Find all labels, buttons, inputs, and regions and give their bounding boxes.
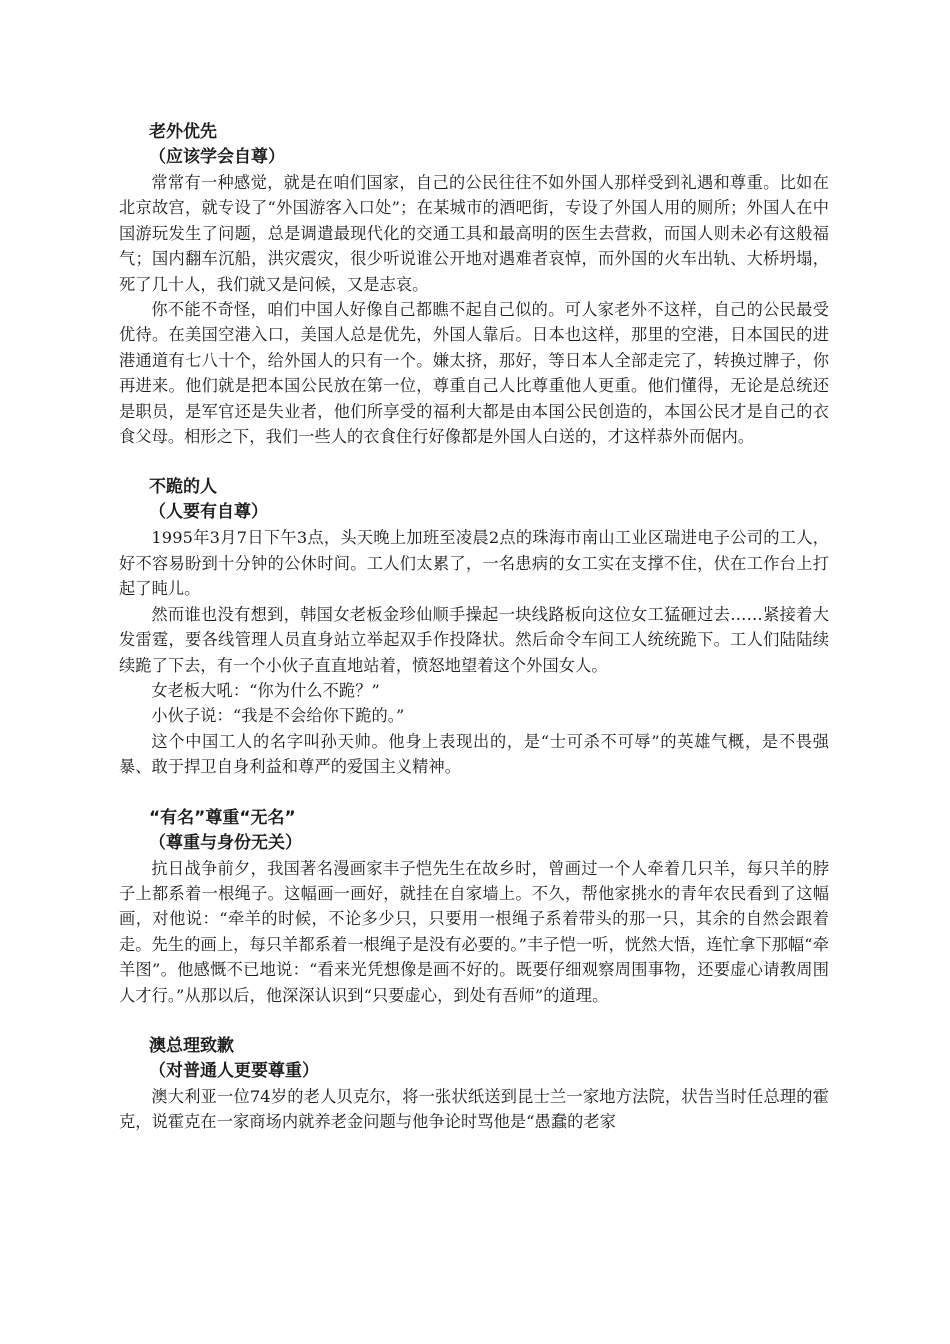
article-section — [119, 120, 829, 449]
document-body — [119, 120, 829, 1161]
article-title: 澳总理致歉 — [149, 1035, 234, 1056]
article-subtitle: （对普通人更要尊重） — [149, 1060, 319, 1081]
paragraph: 女老板大吼：“你为什么不跪？” — [151, 680, 380, 700]
paragraph: 常常有一种感觉，就是在咱们国家，自己的公民往往不如外国人那样受到礼遇和尊重。比如在北京故宫，就专设了“外国游客入口处”；在某城市的酒吧街，专设了外国人用的厕所；外国人在中国游玩发生了问题，总是调遣最现代化的交通工具和最高明的医生去营救，而国人则未必有这般福气；国内翻车沉船，洪灾震灾，很少听说谁公开地对遇难者哀悼，而外国的火车出轨、大桥坍塌，死了几十人，我们就又是问候，又是志哀。 — [119, 173, 829, 294]
article-title: 不跪的人 — [149, 477, 217, 498]
paragraph: 然而谁也没有想到，韩国女老板金珍仙顺手操起一块线路板向这位女工猛砸过去……紧接着大发雷霆，要各线管理人员直身站立举起双手作投降状。然后命令车间工人统统跪下。工人们陆陆续续跪了下去，有一个小伙子直直地站着，愤怒地望着这个外国女人。 — [119, 604, 829, 675]
article-subtitle: （应该学会自尊） — [149, 147, 285, 167]
paragraph: 小伙子说：“我是不会给你下跪的。” — [151, 706, 405, 726]
paragraph: 这个中国工人的名字叫孙天帅。他身上表现出的，是“士可杀不可辱”的英雄气概，是不畏强暴、敢于捍卫自身利益和尊严的爱国主义精神。 — [119, 731, 829, 777]
paragraph: 你不能不奇怪，咱们中国人好像自己都瞧不起自己似的。可人家老外不这样，自己的公民最受优待。在美国空港入口，美国人总是优先，外国人靠后。日本也这样，那里的空港，日本国民的进港通道有七八十个，给外国人的只有一个。嫌太挤，那好，等日本人全部走完了，转换过牌子，你再进来。他们就是把本国公民放在第一位，尊重自己人比尊重他人更重。他们懂得，无论是总统还是职员，是军官还是失业者，他们所享受的福利大都是由本国公民创造的，本国公民才是自己的衣食父母。相形之下，我们一些人的衣食住行好像都是外国人白送的，才这样恭外而倨内。 — [119, 300, 829, 447]
article-title: “有名”尊重“无名” — [149, 807, 296, 828]
article-section — [119, 806, 829, 1008]
article-title: 老外优先 — [149, 122, 217, 142]
article-section — [119, 475, 829, 779]
article-subtitle: （人要有自尊） — [149, 502, 268, 523]
article-subtitle: （尊重与身份无关） — [149, 832, 302, 853]
paragraph: 澳大利亚一位74岁的老人贝克尔，将一张状纸送到昆士兰一家地方法院，状告当时任总理的霍克，说霍克在一家商场内就养老金问题与他争论时骂他是“愚蠢的老家 — [119, 1086, 829, 1132]
paragraph: 抗日战争前夕，我国著名漫画家丰子恺先生在故乡时，曾画过一个人牵着几只羊，每只羊的脖子上都系着一根绳子。这幅画一画好，就挂在自家墙上。不久，帮他家挑水的青年农民看到了这幅画，对他说：“牵羊的时候，不论多少只，只要用一根绳子系着带头的那一只，其余的自然会跟着走。先生的画上，每只羊都系着一根绳子是没有必要的。”丰子恺一听，恍然大悟，连忙拿下那幅“牵羊图”。他感慨不已地说：“看来光凭想像是画不好的。既要仔细观察周围事物，还要虚心请教周围人才行。”从那以后，他深深认识到“只要虚心，到处有吾师”的道理。 — [119, 858, 829, 1005]
paragraph: 1995年3月7日下午3点，头天晚上加班至凌晨2点的珠海市南山工业区瑞进电子公司的工人，好不容易盼到十分钟的公休时间。工人们太累了，一名患病的女工实在支撑不住，伏在工作台上打起了盹儿。 — [119, 528, 829, 599]
article-section — [119, 1034, 829, 1135]
